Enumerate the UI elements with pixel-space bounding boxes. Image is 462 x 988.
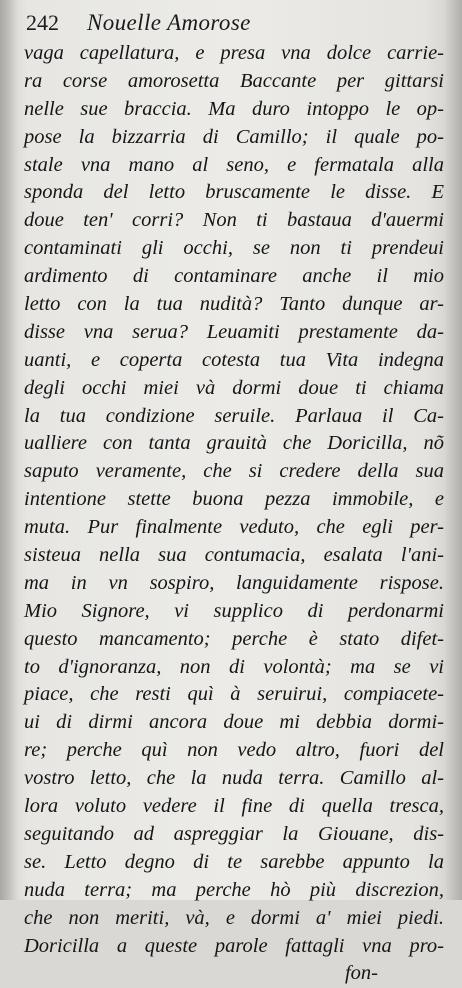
text-line: vostro letto, che la nuda terra. Camillo al-	[24, 767, 444, 790]
page-number: 242	[26, 10, 59, 35]
text-line: re; perche quì non vedo altro, fuori del	[24, 739, 444, 762]
text-line: intentione stette buona pezza immobile, e	[24, 488, 444, 511]
text-line: doue ten' corri? Non ti bastaua d'auermi	[24, 209, 444, 232]
text-line: pose la bizzarria di Camillo; il quale po-	[24, 125, 444, 148]
page-left-shadow	[0, 0, 18, 900]
body-text	[24, 40, 444, 988]
text-line: ualliere con tanta grauità che Doricilla, nõ	[24, 432, 444, 455]
text-line: saputo veramente, che si credere della sua	[24, 460, 444, 483]
text-line: muta. Pur finalmente veduto, che egli per-	[24, 516, 444, 539]
text-line: ma in vn sospiro, languidamente rispose.	[24, 571, 444, 594]
text-line: la tua condizione seruile. Parlaua il Ca-	[24, 404, 444, 427]
text-line: stale vna mano al seno, e fermatala alla	[24, 153, 444, 176]
text-line: sponda del letto bruscamente le disse. E	[24, 181, 444, 204]
text-line: nuda terra; ma perche hò più discrezion,	[24, 878, 444, 901]
text-line: sisteua nella sua contumacia, esalata l'ani-	[24, 544, 444, 567]
page-right-shadow	[444, 0, 462, 900]
running-title: Nouelle Amorose	[87, 10, 251, 35]
catchword: fon-	[344, 962, 378, 985]
text-line: disse vna serua? Leuamiti prestamente da-	[24, 320, 444, 343]
text-line: Mio Signore, vi supplico di perdonarmi	[24, 599, 444, 622]
text-line: letto con la tua nudità? Tanto dunque ar-	[24, 293, 444, 316]
text-line: contaminati gli occhi, se non ti prendeui	[24, 237, 444, 260]
text-line: ra corse amorosetta Baccante per gittarsi	[24, 69, 444, 92]
text-line: ardimento di contaminare anche il mio	[24, 265, 444, 288]
text-line: to d'ignoranza, non di volontà; ma se vi	[24, 655, 444, 678]
text-line: uanti, e coperta cotesta tua Vita indegna	[24, 348, 444, 371]
text-line: piace, che resti quì à seruirui, compiacete-	[24, 683, 444, 706]
text-line: seguitando ad aspreggiar la Giouane, dis-	[24, 822, 444, 845]
text-line: degli occhi miei và dormi doue ti chiama	[24, 376, 444, 399]
text-line: ui di dirmi ancora doue mi debbia dormi-	[24, 711, 444, 734]
text-line: che non meriti, và, e dormi a' miei piedi.	[24, 906, 444, 929]
page-header	[26, 10, 436, 42]
text-line: vaga capellatura, e presa vna dolce carrie-	[24, 42, 444, 64]
text-line: questo mancamento; perche è stato difet-	[24, 627, 444, 650]
text-line: lora voluto vedere il fine di quella tresca,	[24, 795, 444, 818]
text-line: Doricilla a queste parole fattagli vna pro-	[24, 934, 444, 957]
text-line: se. Letto degno di te sarebbe appunto la	[24, 850, 444, 873]
text-line: nelle sue braccia. Ma duro intoppo le op-	[24, 97, 444, 120]
